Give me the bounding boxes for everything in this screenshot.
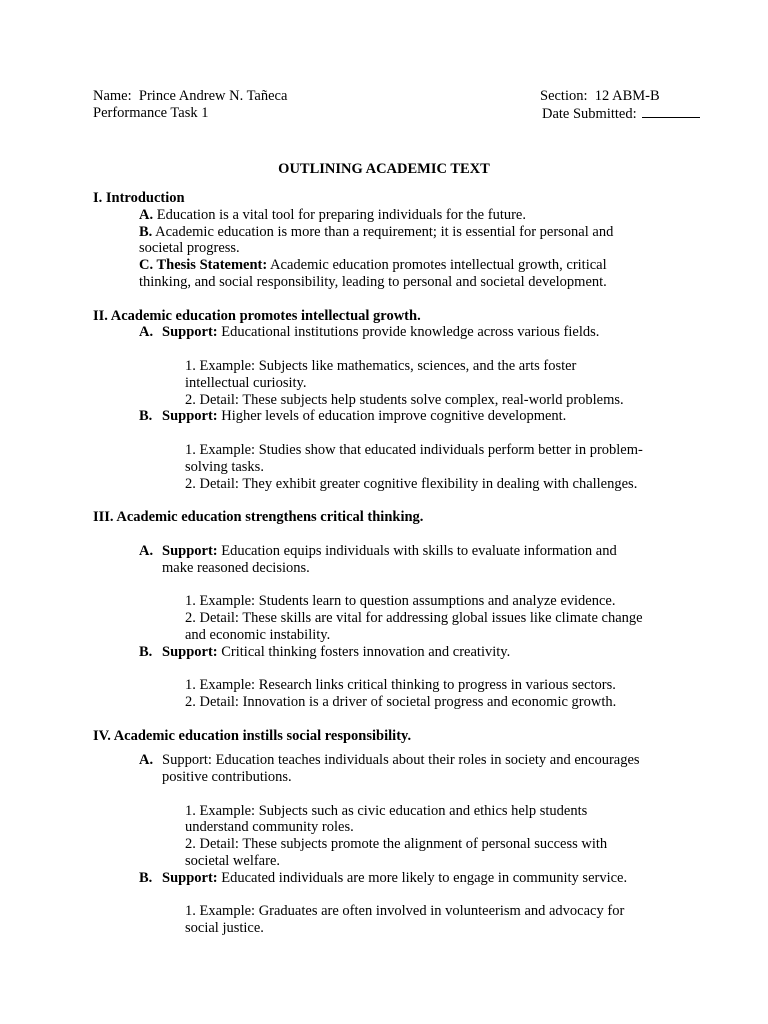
support-label: Support: <box>162 869 218 886</box>
sec2-b-text: Higher levels of education improve cognitive development. <box>221 408 567 425</box>
section-heading-introduction: I. Introduction <box>93 190 185 206</box>
sec4-a-detail-cont: societal welfare. <box>185 853 281 870</box>
sec4-a-detail: 2. Detail: These subjects promote the alignment of personal success with <box>185 836 608 853</box>
sec3-support-a-cont: make reasoned decisions. <box>162 559 310 576</box>
support-label: Support: <box>162 324 218 341</box>
support-label: Support: <box>162 542 218 559</box>
task-label: Performance Task 1 <box>93 105 209 121</box>
sec3-a-text: Education equips individuals with skills to evaluate information and <box>221 542 617 559</box>
sec4-b-marker: B. <box>139 869 153 886</box>
intro-item-c-cont: thinking, and social responsibility, leading to personal and societal development. <box>139 273 607 290</box>
thesis-label: C. Thesis Statement: <box>139 257 268 274</box>
section-value: 12 ABM-B <box>594 88 660 104</box>
intro-b-marker: B. <box>139 223 153 240</box>
sec3-b-marker: B. <box>139 643 153 660</box>
intro-a-marker: A. <box>139 206 154 223</box>
sec4-a-marker: A. <box>139 752 154 769</box>
sec4-a-example-cont: understand community roles. <box>185 819 354 836</box>
header-row-2 <box>93 105 713 122</box>
name-value: Prince Andrew N. Tañeca <box>138 88 288 104</box>
sec2-support-a <box>139 324 693 341</box>
sec3-a-detail-cont: and economic instability. <box>185 626 331 643</box>
date-submitted <box>542 105 700 123</box>
sec3-a-detail: 2. Detail: These skills are vital for addressing global issues like climate change <box>185 609 643 626</box>
date-label: Date Submitted: <box>542 106 637 122</box>
intro-item-b-cont: societal progress. <box>139 240 240 257</box>
name-label: Name: <box>93 88 132 104</box>
sec4-support-a <box>139 752 693 769</box>
sec3-b-text: Critical thinking fosters innovation and creativity. <box>221 643 511 660</box>
section-info <box>540 88 660 105</box>
document-header <box>93 88 713 122</box>
sec2-a-text: Educational institutions provide knowledge across various fields. <box>221 324 600 341</box>
intro-item-c <box>139 257 693 274</box>
intro-b-text: Academic education is more than a requirement; it is essential for personal and <box>155 223 614 240</box>
sec2-a-marker: A. <box>139 324 154 341</box>
sec2-b-example-cont: solving tasks. <box>185 458 264 475</box>
sec4-b-example-cont: social justice. <box>185 920 264 937</box>
student-name <box>93 88 287 105</box>
intro-item-b <box>139 224 693 241</box>
sec4-a-example: 1. Example: Subjects such as civic education and ethics help students <box>185 802 588 819</box>
sec3-b-example: 1. Example: Research links critical thinking to progress in various sectors. <box>185 677 616 694</box>
thesis-text: Academic education promotes intellectual growth, critical <box>270 257 607 274</box>
sec2-support-b <box>139 408 693 425</box>
date-blank-line <box>642 105 700 118</box>
sec2-a-example-cont: intellectual curiosity. <box>185 374 307 391</box>
sec2-b-detail: 2. Detail: They exhibit greater cognitive flexibility in dealing with challenges. <box>185 475 638 492</box>
section-heading-critical-thinking: III. Academic education strengthens critical thinking. <box>93 509 424 526</box>
intro-a-text: Education is a vital tool for preparing individuals for the future. <box>156 206 526 223</box>
sec4-a-text: Support: Education teaches individuals about their roles in society and encourages <box>162 752 640 769</box>
outline-body <box>93 190 693 937</box>
sec2-b-example: 1. Example: Studies show that educated individuals perform better in problem- <box>185 441 643 458</box>
sec2-a-example: 1. Example: Subjects like mathematics, sciences, and the arts foster <box>185 357 577 374</box>
sec3-support-a <box>139 542 693 560</box>
sec4-b-text: Educated individuals are more likely to engage in community service. <box>221 869 628 886</box>
sec4-support-a-cont: positive contributions. <box>162 769 292 786</box>
section-heading-social-responsibility: IV. Academic education instills social responsibility. <box>93 727 412 744</box>
support-label: Support: <box>162 643 218 660</box>
support-label: Support: <box>162 408 218 425</box>
header-row-1 <box>93 88 713 105</box>
sec2-a-detail: 2. Detail: These subjects help students solve complex, real-world problems. <box>185 391 624 408</box>
sec4-support-b <box>139 869 693 887</box>
sec3-support-b <box>139 643 693 661</box>
sec2-b-marker: B. <box>139 408 153 425</box>
sec3-a-example: 1. Example: Students learn to question assumptions and analyze evidence. <box>185 593 616 610</box>
section-label: Section: <box>540 88 588 104</box>
sec3-b-detail: 2. Detail: Innovation is a driver of societal progress and economic growth. <box>185 693 617 710</box>
section-heading-intellectual-growth: II. Academic education promotes intellectual growth. <box>93 307 421 324</box>
intro-item-a <box>139 207 693 224</box>
document-title: OUTLINING ACADEMIC TEXT <box>278 161 490 177</box>
sec3-a-marker: A. <box>139 542 154 559</box>
sec4-b-example: 1. Example: Graduates are often involved in volunteerism and advocacy for <box>185 903 625 920</box>
